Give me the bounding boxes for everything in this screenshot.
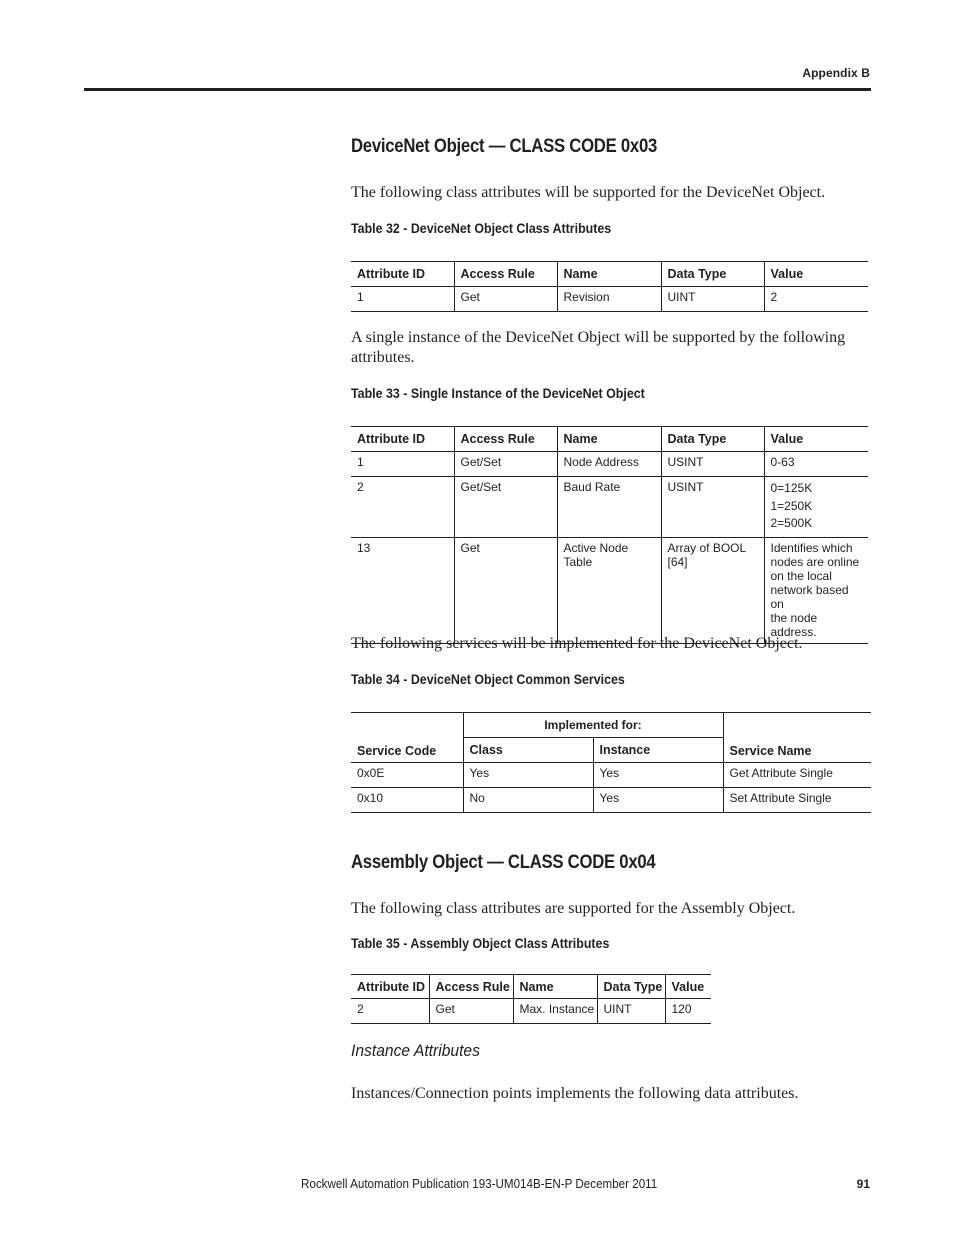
table35-header-value: Value: [665, 975, 711, 999]
table34-header-service-code: Service Code: [351, 713, 463, 763]
table-cell: 13: [351, 537, 454, 643]
table-cell: Set Attribute Single: [723, 788, 871, 813]
table33-header-name: Name: [557, 427, 661, 452]
table-cell: Yes: [593, 788, 723, 813]
table32: [351, 261, 868, 312]
table-cell: 0x10: [351, 788, 463, 813]
table-cell: UINT: [661, 287, 764, 312]
table-cell: Max. Instance: [513, 999, 597, 1024]
table-cell: 2: [351, 477, 454, 538]
cell-line: the node address.: [770, 610, 818, 639]
table-cell: Get: [454, 537, 557, 643]
footer-publication: Rockwell Automation Publication 193-UM014B-EN-P December 2011: [301, 1177, 658, 1191]
table35-header-name: Name: [513, 975, 597, 999]
cell-line: [64]: [667, 554, 688, 569]
table35-header-access-rule: Access Rule: [429, 975, 513, 999]
cell-line: nodes are online: [770, 554, 860, 569]
cell-line: on the local: [770, 568, 832, 583]
devicenet-intro-text: The following class attributes will be supported for the DeviceNet Object.: [351, 184, 826, 201]
table-row: [351, 537, 868, 643]
table35-header-attribute-id: Attribute ID: [351, 975, 429, 999]
cell-line: Array of BOOL: [667, 540, 747, 555]
cell-line: Identifies which: [770, 540, 853, 555]
cell-line: USINT: [667, 480, 704, 494]
table32-caption: Table 32 - DeviceNet Object Class Attributes: [351, 221, 612, 236]
header-rule: [84, 88, 871, 91]
table35-header-data-type: Data Type: [597, 975, 665, 999]
assembly-instance-text: Instances/Connection points implements the following data attributes.: [351, 1085, 799, 1102]
table-cell: Get: [454, 287, 557, 312]
table32-header-access-rule: Access Rule: [454, 262, 557, 287]
table34-header-service-name: Service Name: [723, 713, 871, 763]
footer-page-number: 91: [856, 1177, 870, 1191]
table-cell: 2: [764, 287, 868, 312]
table-row: [351, 763, 871, 788]
table-cell: 1: [351, 452, 454, 477]
cell-line: Node Address: [563, 455, 639, 469]
table-cell: Get Attribute Single: [723, 763, 871, 788]
table34-header-implemented-for: Implemented for:: [463, 713, 723, 738]
table-cell: [557, 477, 661, 538]
table-cell: No: [463, 788, 593, 813]
table-cell: Get: [429, 999, 513, 1024]
table34-header-class: Class: [463, 738, 593, 763]
table-row: [351, 452, 868, 477]
devicenet-instance-text: A single instance of the DeviceNet Object will be supported by the following attributes.: [351, 329, 846, 366]
table-cell: Yes: [463, 763, 593, 788]
table-cell: Yes: [593, 763, 723, 788]
table34-caption: Table 34 - DeviceNet Object Common Services: [351, 672, 625, 687]
table32-header-data-type: Data Type: [661, 262, 764, 287]
devicenet-section-title: DeviceNet Object — CLASS CODE 0x03: [351, 136, 658, 157]
table-row: [351, 999, 711, 1024]
cell-line: Baud Rate: [563, 480, 621, 494]
table-cell: 120: [665, 999, 711, 1024]
cell-line: 1=250K: [770, 498, 813, 513]
table32-header-value: Value: [764, 262, 868, 287]
table-cell: [764, 537, 868, 643]
table33: [351, 426, 868, 644]
table35-caption: Table 35 - Assembly Object Class Attributes: [351, 936, 610, 951]
table-cell: [764, 452, 868, 477]
table-cell: 1: [351, 287, 454, 312]
table-cell: [661, 477, 764, 538]
table-row: [351, 788, 871, 813]
table-cell: Get/Set: [454, 452, 557, 477]
table-cell: 2: [351, 999, 429, 1024]
table33-header-access-rule: Access Rule: [454, 427, 557, 452]
devicenet-services-text: The following services will be implemented for the DeviceNet Object.: [351, 635, 803, 652]
table33-header-data-type: Data Type: [661, 427, 764, 452]
cell-line: Table: [563, 554, 593, 569]
table-cell: 0x0E: [351, 763, 463, 788]
table33-header-attribute-id: Attribute ID: [351, 427, 454, 452]
cell-line: 2=500K: [770, 516, 813, 530]
table-row: [351, 477, 868, 538]
cell-line: 0=125K: [770, 481, 813, 495]
table-cell: Get/Set: [454, 477, 557, 538]
table34-header-instance: Instance: [593, 738, 723, 763]
section-label: Appendix B: [802, 66, 870, 80]
table-cell: [557, 452, 661, 477]
cell-line: 0-63: [770, 455, 795, 469]
table-cell: UINT: [597, 999, 665, 1024]
assembly-intro-text: The following class attributes are supported for the Assembly Object.: [351, 900, 796, 917]
table32-header-attribute-id: Attribute ID: [351, 262, 454, 287]
table-cell: [661, 537, 764, 643]
table-cell: [661, 452, 764, 477]
cell-line: network based on: [770, 582, 849, 611]
table-row: [351, 287, 868, 312]
table32-header-name: Name: [557, 262, 661, 287]
table33-header-value: Value: [764, 427, 868, 452]
cell-line: USINT: [667, 455, 704, 469]
cell-line: Active Node: [563, 540, 629, 555]
table34: [351, 712, 871, 813]
table33-caption: Table 33 - Single Instance of the DeviceNet Object: [351, 386, 645, 401]
table-cell: [557, 537, 661, 643]
instance-attributes-heading: Instance Attributes: [351, 1041, 480, 1060]
table-cell: [764, 477, 868, 538]
table35: [351, 974, 711, 1024]
assembly-section-title: Assembly Object — CLASS CODE 0x04: [351, 852, 656, 873]
table-cell: Revision: [557, 287, 661, 312]
